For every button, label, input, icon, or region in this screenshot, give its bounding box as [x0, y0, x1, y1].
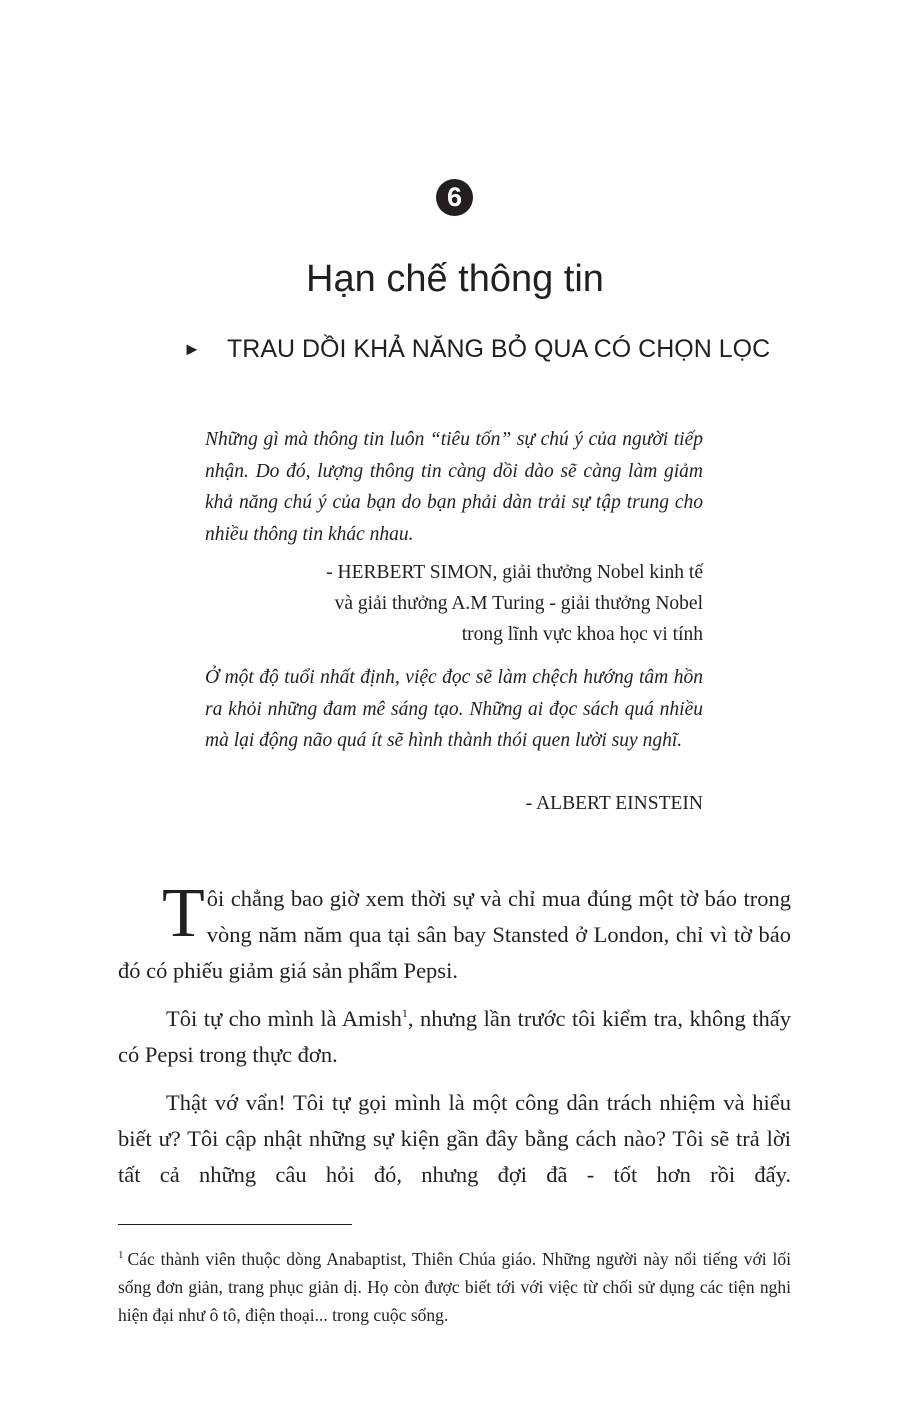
- epigraph-attribution-2: [205, 788, 703, 819]
- attribution-line: trong lĩnh vực khoa học vi tính: [461, 624, 703, 645]
- footnote-reference[interactable]: 1: [401, 1006, 408, 1020]
- body-paragraph-1: [118, 875, 791, 989]
- footnote: [118, 1245, 791, 1329]
- attribution-line: - ALBERT EINSTEIN: [525, 793, 703, 814]
- chapter-subtitle: [183, 332, 770, 366]
- chapter-title: Hạn chế thông tin: [306, 258, 604, 300]
- paragraph-text: Tôi tự cho mình là Amish: [166, 1006, 402, 1031]
- footnote-divider: [118, 1224, 352, 1225]
- chapter-subtitle-text: TRAU DỒI KHẢ NĂNG BỎ QUA CÓ CHỌN LỌC: [227, 335, 771, 363]
- attribution-line: - HERBERT SIMON, giải thưởng Nobel kinh tế: [326, 562, 703, 583]
- epigraph-quote-2: Ở một độ tuổi nhất định, việc đọc sẽ làm chệch hướng tâm hồn ra khỏi những đam mê sáng tạo. Những ai đọc sách quá nhiều mà lại động não quá ít sẽ hình thành thói quen lười suy nghĩ.: [205, 667, 703, 751]
- drop-cap: T: [162, 875, 205, 952]
- attribution-line: và giải thưởng A.M Turing - giải thưởng Nobel: [334, 593, 703, 614]
- body-paragraph-3: Thật vớ vẩn! Tôi tự gọi mình là một công dân trách nhiệm và hiểu biết ư? Tôi cập nhật những sự kiện gần đây bằng cách nào? Tôi sẽ trả lời tất cả những câu hỏi đó, nhưng đợi đã - tốt hơn rồi đấy.: [118, 1090, 791, 1187]
- epigraph-attribution-1: [205, 557, 703, 650]
- body-paragraph-2: [118, 1001, 791, 1073]
- footnote-marker: 1: [118, 1249, 124, 1261]
- paragraph-text: , nhưng lần trước tôi kiểm tra, không thấy có Pepsi trong thực đơn.: [118, 1006, 791, 1067]
- footnote-text: Các thành viên thuộc dòng Anabaptist, Thiên Chúa giáo. Những người này nổi tiếng với lối sống đơn giản, trang phục giản dị. Họ còn được biết tới với việc từ chối sử dụng các tiện nghi hiện đại như ô tô, điện thoại... trong cuộc sống.: [118, 1249, 791, 1325]
- triangle-bullet-icon: ►: [183, 339, 201, 359]
- paragraph-text: ôi chẳng bao giờ xem thời sự và chỉ mua đúng một tờ báo trong vòng năm năm qua tại sân bay Stansted ở London, chỉ vì tờ báo đó có phiếu giảm giá sản phẩm Pepsi.: [118, 886, 791, 983]
- epigraph-quote-1: Những gì mà thông tin luôn “tiêu tốn” sự chú ý của người tiếp nhận. Do đó, lượng thông tin càng dồi dào sẽ càng làm giảm khả năng chú ý của bạn do bạn phải dàn trải sự tập trung cho nhiều thông tin khác nhau.: [205, 429, 703, 545]
- chapter-number-badge: 6: [436, 179, 473, 216]
